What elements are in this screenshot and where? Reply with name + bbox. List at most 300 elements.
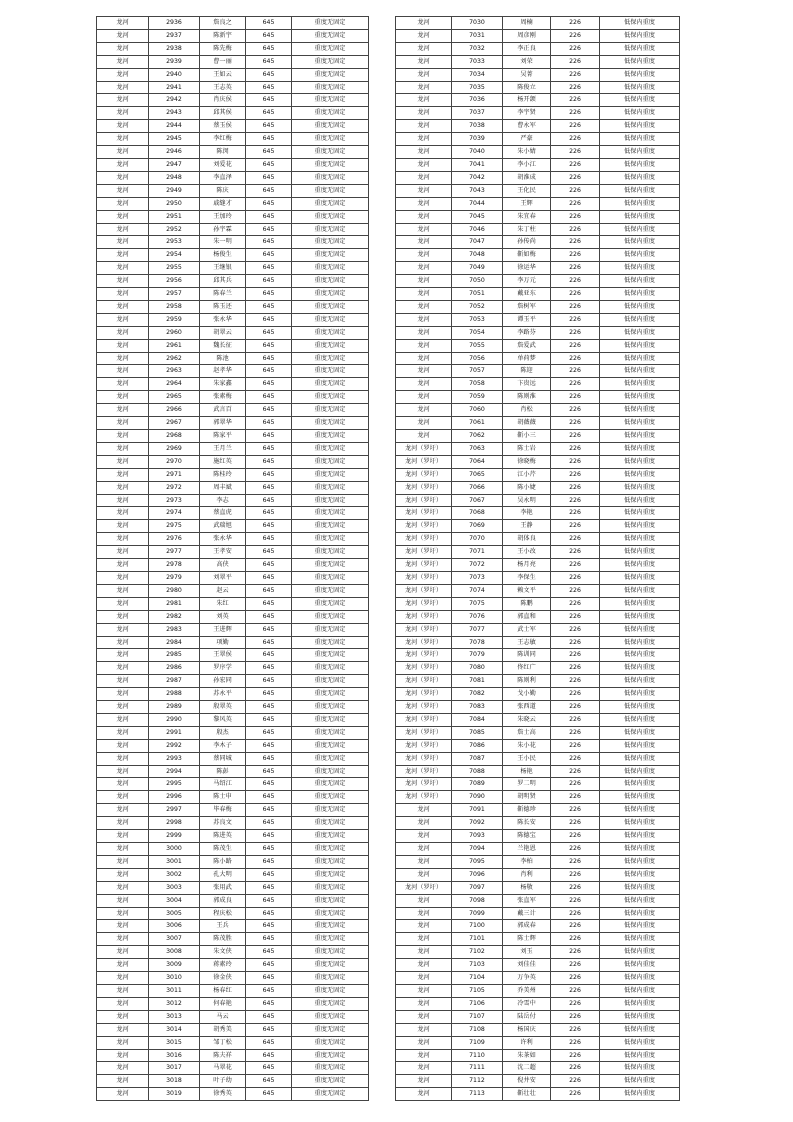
serial-number-cell: 7088 <box>452 765 503 778</box>
serial-number-cell: 3002 <box>149 868 200 881</box>
amount-cell: 645 <box>246 223 292 236</box>
amount-cell: 645 <box>246 804 292 817</box>
name-cell: 詹树军 <box>503 300 551 313</box>
left-roster-body <box>97 17 369 1101</box>
category-cell: 重度无固定 <box>292 68 369 81</box>
amount-cell: 226 <box>551 494 600 507</box>
category-cell: 重度无固定 <box>292 197 369 210</box>
amount-cell: 226 <box>551 365 600 378</box>
area-cell: 龙河 <box>97 817 149 830</box>
amount-cell: 226 <box>551 1023 600 1036</box>
category-cell: 重度无固定 <box>292 158 369 171</box>
table-row <box>97 520 369 533</box>
area-cell: 龙河 <box>97 571 149 584</box>
amount-cell: 226 <box>551 68 600 81</box>
name-cell: 周丰斌 <box>200 481 246 494</box>
name-cell: 朱小婧 <box>503 146 551 159</box>
area-cell: 龙河 <box>396 55 452 68</box>
area-cell: 龙河 <box>97 365 149 378</box>
category-cell: 重度无固定 <box>292 223 369 236</box>
amount-cell: 645 <box>246 843 292 856</box>
area-cell: 龙河 <box>396 262 452 275</box>
table-row <box>97 610 369 623</box>
serial-number-cell: 2954 <box>149 249 200 262</box>
amount-cell: 645 <box>246 868 292 881</box>
amount-cell: 645 <box>246 584 292 597</box>
table-row <box>396 42 680 55</box>
category-cell: 重度无固定 <box>292 894 369 907</box>
name-cell: 陈士申 <box>200 791 246 804</box>
area-cell: 龙河 <box>396 365 452 378</box>
amount-cell: 645 <box>246 107 292 120</box>
name-cell: 戚缝才 <box>200 197 246 210</box>
name-cell: 朱文侠 <box>200 946 246 959</box>
amount-cell: 645 <box>246 933 292 946</box>
area-cell: 龙河 <box>97 830 149 843</box>
table-row <box>396 249 680 262</box>
amount-cell: 226 <box>551 133 600 146</box>
serial-number-cell: 7089 <box>452 778 503 791</box>
serial-number-cell: 2953 <box>149 236 200 249</box>
category-cell: 重度无固定 <box>292 546 369 559</box>
table-row <box>97 571 369 584</box>
area-cell: 龙河 <box>97 920 149 933</box>
area-cell: 龙河 <box>97 120 149 133</box>
category-cell: 重度无固定 <box>292 868 369 881</box>
amount-cell: 226 <box>551 571 600 584</box>
category-cell: 重度无固定 <box>292 584 369 597</box>
category-cell: 低保内重度 <box>600 688 680 701</box>
category-cell: 低保内重度 <box>600 133 680 146</box>
table-row <box>97 726 369 739</box>
area-cell: 龙河 <box>97 804 149 817</box>
amount-cell: 226 <box>551 468 600 481</box>
table-row <box>97 765 369 778</box>
amount-cell: 226 <box>551 855 600 868</box>
amount-cell: 645 <box>246 984 292 997</box>
name-cell: 吴菁 <box>503 68 551 81</box>
category-cell: 低保内重度 <box>600 236 680 249</box>
name-cell: 蒋素玲 <box>200 959 246 972</box>
amount-cell: 226 <box>551 223 600 236</box>
serial-number-cell: 3010 <box>149 972 200 985</box>
serial-number-cell: 7102 <box>452 946 503 959</box>
name-cell: 张永华 <box>200 313 246 326</box>
area-cell: 龙河 <box>97 688 149 701</box>
area-cell: 龙河 <box>97 223 149 236</box>
area-cell: 龙河 <box>97 765 149 778</box>
serial-number-cell: 7100 <box>452 920 503 933</box>
category-cell: 低保内重度 <box>600 17 680 30</box>
area-cell: 龙河 <box>97 894 149 907</box>
table-row <box>97 933 369 946</box>
name-cell: 李志 <box>200 494 246 507</box>
table-row <box>97 907 369 920</box>
amount-cell: 645 <box>246 81 292 94</box>
category-cell: 低保内重度 <box>600 171 680 184</box>
category-cell: 重度无固定 <box>292 688 369 701</box>
amount-cell: 226 <box>551 610 600 623</box>
amount-cell: 645 <box>246 171 292 184</box>
category-cell: 重度无固定 <box>292 339 369 352</box>
category-cell: 低保内重度 <box>600 662 680 675</box>
area-cell: 龙河 <box>97 546 149 559</box>
table-row <box>396 481 680 494</box>
name-cell: 戴亚东 <box>503 288 551 301</box>
category-cell: 重度无固定 <box>292 843 369 856</box>
amount-cell: 226 <box>551 107 600 120</box>
category-cell: 重度无固定 <box>292 352 369 365</box>
serial-number-cell: 7047 <box>452 236 503 249</box>
amount-cell: 226 <box>551 843 600 856</box>
area-cell: 龙河（罗圩） <box>396 584 452 597</box>
name-cell: 李木子 <box>200 739 246 752</box>
table-row <box>97 1036 369 1049</box>
area-cell: 龙河 <box>97 55 149 68</box>
name-cell: 施红英 <box>200 455 246 468</box>
name-cell: 蔡同城 <box>200 752 246 765</box>
table-row <box>396 507 680 520</box>
area-cell: 龙河 <box>97 275 149 288</box>
name-cell: 江小芹 <box>503 468 551 481</box>
category-cell: 重度无固定 <box>292 907 369 920</box>
area-cell: 龙河 <box>97 404 149 417</box>
amount-cell: 226 <box>551 1049 600 1062</box>
category-cell: 重度无固定 <box>292 262 369 275</box>
name-cell: 卞贵远 <box>503 378 551 391</box>
serial-number-cell: 2967 <box>149 417 200 430</box>
name-cell: 陈桂玲 <box>200 468 246 481</box>
amount-cell: 226 <box>551 94 600 107</box>
area-cell: 龙河（罗圩） <box>396 481 452 494</box>
area-cell: 龙河 <box>97 133 149 146</box>
area-cell: 龙河 <box>396 907 452 920</box>
name-cell: 王孝安 <box>200 546 246 559</box>
table-row <box>396 520 680 533</box>
area-cell: 龙河 <box>396 391 452 404</box>
serial-number-cell: 7041 <box>452 158 503 171</box>
name-cell: 沈二超 <box>503 1062 551 1075</box>
category-cell: 低保内重度 <box>600 55 680 68</box>
name-cell: 武士军 <box>503 623 551 636</box>
amount-cell: 645 <box>246 326 292 339</box>
category-cell: 重度无固定 <box>292 520 369 533</box>
area-cell: 龙河 <box>396 1088 452 1101</box>
table-row <box>396 442 680 455</box>
serial-number-cell: 2982 <box>149 610 200 623</box>
table-row <box>97 158 369 171</box>
name-cell: 曹永军 <box>503 120 551 133</box>
serial-number-cell: 7035 <box>452 81 503 94</box>
amount-cell: 226 <box>551 339 600 352</box>
table-row <box>396 1075 680 1088</box>
serial-number-cell: 7033 <box>452 55 503 68</box>
amount-cell: 645 <box>246 997 292 1010</box>
amount-cell: 645 <box>246 597 292 610</box>
serial-number-cell: 2948 <box>149 171 200 184</box>
table-row <box>396 675 680 688</box>
name-cell: 陈进英 <box>200 830 246 843</box>
category-cell: 低保内重度 <box>600 997 680 1010</box>
serial-number-cell: 7038 <box>452 120 503 133</box>
table-row <box>396 623 680 636</box>
amount-cell: 226 <box>551 158 600 171</box>
table-row <box>97 391 369 404</box>
name-cell: 朱红 <box>200 597 246 610</box>
table-row <box>396 984 680 997</box>
serial-number-cell: 2987 <box>149 675 200 688</box>
table-row <box>97 197 369 210</box>
category-cell: 低保内重度 <box>600 210 680 223</box>
area-cell: 龙河 <box>97 197 149 210</box>
serial-number-cell: 7061 <box>452 417 503 430</box>
table-row <box>396 184 680 197</box>
amount-cell: 226 <box>551 662 600 675</box>
table-row <box>396 313 680 326</box>
table-row <box>396 636 680 649</box>
category-cell: 低保内重度 <box>600 300 680 313</box>
area-cell: 龙河 <box>396 894 452 907</box>
name-cell: 殷杰 <box>200 726 246 739</box>
name-cell: 陈池 <box>200 352 246 365</box>
serial-number-cell: 7042 <box>452 171 503 184</box>
category-cell: 重度无固定 <box>292 313 369 326</box>
table-row <box>97 997 369 1010</box>
name-cell: 李小江 <box>503 158 551 171</box>
table-row <box>97 739 369 752</box>
table-row <box>396 997 680 1010</box>
serial-number-cell: 7051 <box>452 288 503 301</box>
category-cell: 低保内重度 <box>600 597 680 610</box>
name-cell: 肖庆侯 <box>200 94 246 107</box>
serial-number-cell: 2989 <box>149 701 200 714</box>
amount-cell: 226 <box>551 920 600 933</box>
category-cell: 低保内重度 <box>600 1023 680 1036</box>
category-cell: 低保内重度 <box>600 984 680 997</box>
table-row <box>97 946 369 959</box>
area-cell: 龙河（罗圩） <box>396 739 452 752</box>
category-cell: 重度无固定 <box>292 559 369 572</box>
amount-cell: 645 <box>246 300 292 313</box>
name-cell: 朱家鑫 <box>200 378 246 391</box>
serial-number-cell: 2943 <box>149 107 200 120</box>
name-cell: 李万元 <box>503 275 551 288</box>
area-cell: 龙河 <box>97 533 149 546</box>
area-cell: 龙河 <box>97 997 149 1010</box>
serial-number-cell: 2975 <box>149 520 200 533</box>
area-cell: 龙河 <box>97 623 149 636</box>
table-row <box>396 133 680 146</box>
area-cell: 龙河 <box>97 1023 149 1036</box>
serial-number-cell: 2944 <box>149 120 200 133</box>
area-cell: 龙河 <box>97 1088 149 1101</box>
area-cell: 龙河 <box>396 404 452 417</box>
table-row <box>97 120 369 133</box>
serial-number-cell: 2941 <box>149 81 200 94</box>
serial-number-cell: 2991 <box>149 726 200 739</box>
amount-cell: 645 <box>246 713 292 726</box>
category-cell: 重度无固定 <box>292 249 369 262</box>
area-cell: 龙河 <box>97 42 149 55</box>
name-cell: 马绍江 <box>200 778 246 791</box>
area-cell: 龙河 <box>396 997 452 1010</box>
amount-cell: 645 <box>246 894 292 907</box>
table-row <box>396 791 680 804</box>
category-cell: 低保内重度 <box>600 223 680 236</box>
serial-number-cell: 7036 <box>452 94 503 107</box>
category-cell: 低保内重度 <box>600 352 680 365</box>
table-row <box>396 830 680 843</box>
category-cell: 重度无固定 <box>292 29 369 42</box>
name-cell: 陈茂胜 <box>200 933 246 946</box>
table-row <box>97 68 369 81</box>
serial-number-cell: 7049 <box>452 262 503 275</box>
category-cell: 低保内重度 <box>600 81 680 94</box>
amount-cell: 226 <box>551 236 600 249</box>
table-row <box>97 171 369 184</box>
serial-number-cell: 2961 <box>149 339 200 352</box>
category-cell: 低保内重度 <box>600 107 680 120</box>
serial-number-cell: 7040 <box>452 146 503 159</box>
name-cell: 陆岳付 <box>503 1010 551 1023</box>
serial-number-cell: 2994 <box>149 765 200 778</box>
amount-cell: 645 <box>246 68 292 81</box>
name-cell: 王继银 <box>200 262 246 275</box>
name-cell: 冷雪中 <box>503 997 551 1010</box>
area-cell: 龙河 <box>97 843 149 856</box>
category-cell: 低保内重度 <box>600 752 680 765</box>
serial-number-cell: 2962 <box>149 352 200 365</box>
amount-cell: 645 <box>246 133 292 146</box>
name-cell: 武瑞旭 <box>200 520 246 533</box>
name-cell: 邱其兵 <box>200 275 246 288</box>
area-cell: 龙河 <box>396 1075 452 1088</box>
serial-number-cell: 7096 <box>452 868 503 881</box>
area-cell: 龙河 <box>97 791 149 804</box>
table-row <box>396 404 680 417</box>
table-row <box>396 455 680 468</box>
amount-cell: 645 <box>246 701 292 714</box>
serial-number-cell: 2937 <box>149 29 200 42</box>
serial-number-cell: 2976 <box>149 533 200 546</box>
table-row <box>97 29 369 42</box>
amount-cell: 645 <box>246 417 292 430</box>
area-cell: 龙河 <box>97 713 149 726</box>
name-cell: 朱茶如 <box>503 1049 551 1062</box>
area-cell: 龙河 <box>396 249 452 262</box>
area-cell: 龙河（罗圩） <box>396 442 452 455</box>
table-row <box>396 107 680 120</box>
category-cell: 重度无固定 <box>292 55 369 68</box>
amount-cell: 645 <box>246 765 292 778</box>
category-cell: 重度无固定 <box>292 288 369 301</box>
name-cell: 陈则利 <box>503 675 551 688</box>
table-row <box>396 223 680 236</box>
amount-cell: 645 <box>246 559 292 572</box>
serial-number-cell: 7085 <box>452 726 503 739</box>
area-cell: 龙河 <box>396 430 452 443</box>
table-row <box>396 300 680 313</box>
category-cell: 重度无固定 <box>292 984 369 997</box>
serial-number-cell: 3001 <box>149 855 200 868</box>
serial-number-cell: 7062 <box>452 430 503 443</box>
amount-cell: 645 <box>246 1023 292 1036</box>
serial-number-cell: 2951 <box>149 210 200 223</box>
category-cell: 重度无固定 <box>292 430 369 443</box>
category-cell: 重度无固定 <box>292 1075 369 1088</box>
area-cell: 龙河 <box>97 726 149 739</box>
name-cell: 张素梅 <box>200 391 246 404</box>
area-cell: 龙河 <box>97 1062 149 1075</box>
category-cell: 低保内重度 <box>600 42 680 55</box>
name-cell: 陈则淮 <box>503 391 551 404</box>
amount-cell: 226 <box>551 701 600 714</box>
serial-number-cell: 2955 <box>149 262 200 275</box>
area-cell: 龙河 <box>396 313 452 326</box>
name-cell: 戈小勤 <box>503 688 551 701</box>
category-cell: 重度无固定 <box>292 42 369 55</box>
amount-cell: 645 <box>246 546 292 559</box>
table-row <box>396 171 680 184</box>
amount-cell: 226 <box>551 907 600 920</box>
category-cell: 重度无固定 <box>292 881 369 894</box>
name-cell: 黎风英 <box>200 713 246 726</box>
serial-number-cell: 2997 <box>149 804 200 817</box>
name-cell: 杨开颌 <box>503 94 551 107</box>
table-row <box>97 675 369 688</box>
name-cell: 朱丁柱 <box>503 223 551 236</box>
serial-number-cell: 2956 <box>149 275 200 288</box>
category-cell: 重度无固定 <box>292 533 369 546</box>
name-cell: 郭成春 <box>503 920 551 933</box>
serial-number-cell: 2970 <box>149 455 200 468</box>
amount-cell: 645 <box>246 120 292 133</box>
serial-number-cell: 7095 <box>452 855 503 868</box>
amount-cell: 645 <box>246 920 292 933</box>
table-row <box>97 55 369 68</box>
table-row <box>97 249 369 262</box>
name-cell: 蔡直虎 <box>200 507 246 520</box>
category-cell: 重度无固定 <box>292 1088 369 1101</box>
category-cell: 低保内重度 <box>600 713 680 726</box>
serial-number-cell: 2964 <box>149 378 200 391</box>
category-cell: 重度无固定 <box>292 455 369 468</box>
name-cell: 胡薇薇 <box>503 417 551 430</box>
name-cell: 胡体良 <box>503 533 551 546</box>
table-row <box>97 1075 369 1088</box>
name-cell: 吴永明 <box>503 494 551 507</box>
table-row <box>97 546 369 559</box>
table-row <box>97 636 369 649</box>
area-cell: 龙河（罗圩） <box>396 662 452 675</box>
table-row <box>97 507 369 520</box>
amount-cell: 645 <box>246 29 292 42</box>
area-cell: 龙河（罗圩） <box>396 791 452 804</box>
serial-number-cell: 2946 <box>149 146 200 159</box>
area-cell: 龙河 <box>97 584 149 597</box>
table-row <box>396 817 680 830</box>
table-row <box>396 210 680 223</box>
amount-cell: 226 <box>551 765 600 778</box>
amount-cell: 645 <box>246 649 292 662</box>
table-row <box>396 726 680 739</box>
category-cell: 重度无固定 <box>292 1049 369 1062</box>
table-row <box>396 378 680 391</box>
category-cell: 低保内重度 <box>600 610 680 623</box>
area-cell: 龙河（罗圩） <box>396 610 452 623</box>
amount-cell: 226 <box>551 546 600 559</box>
area-cell: 龙河 <box>97 662 149 675</box>
